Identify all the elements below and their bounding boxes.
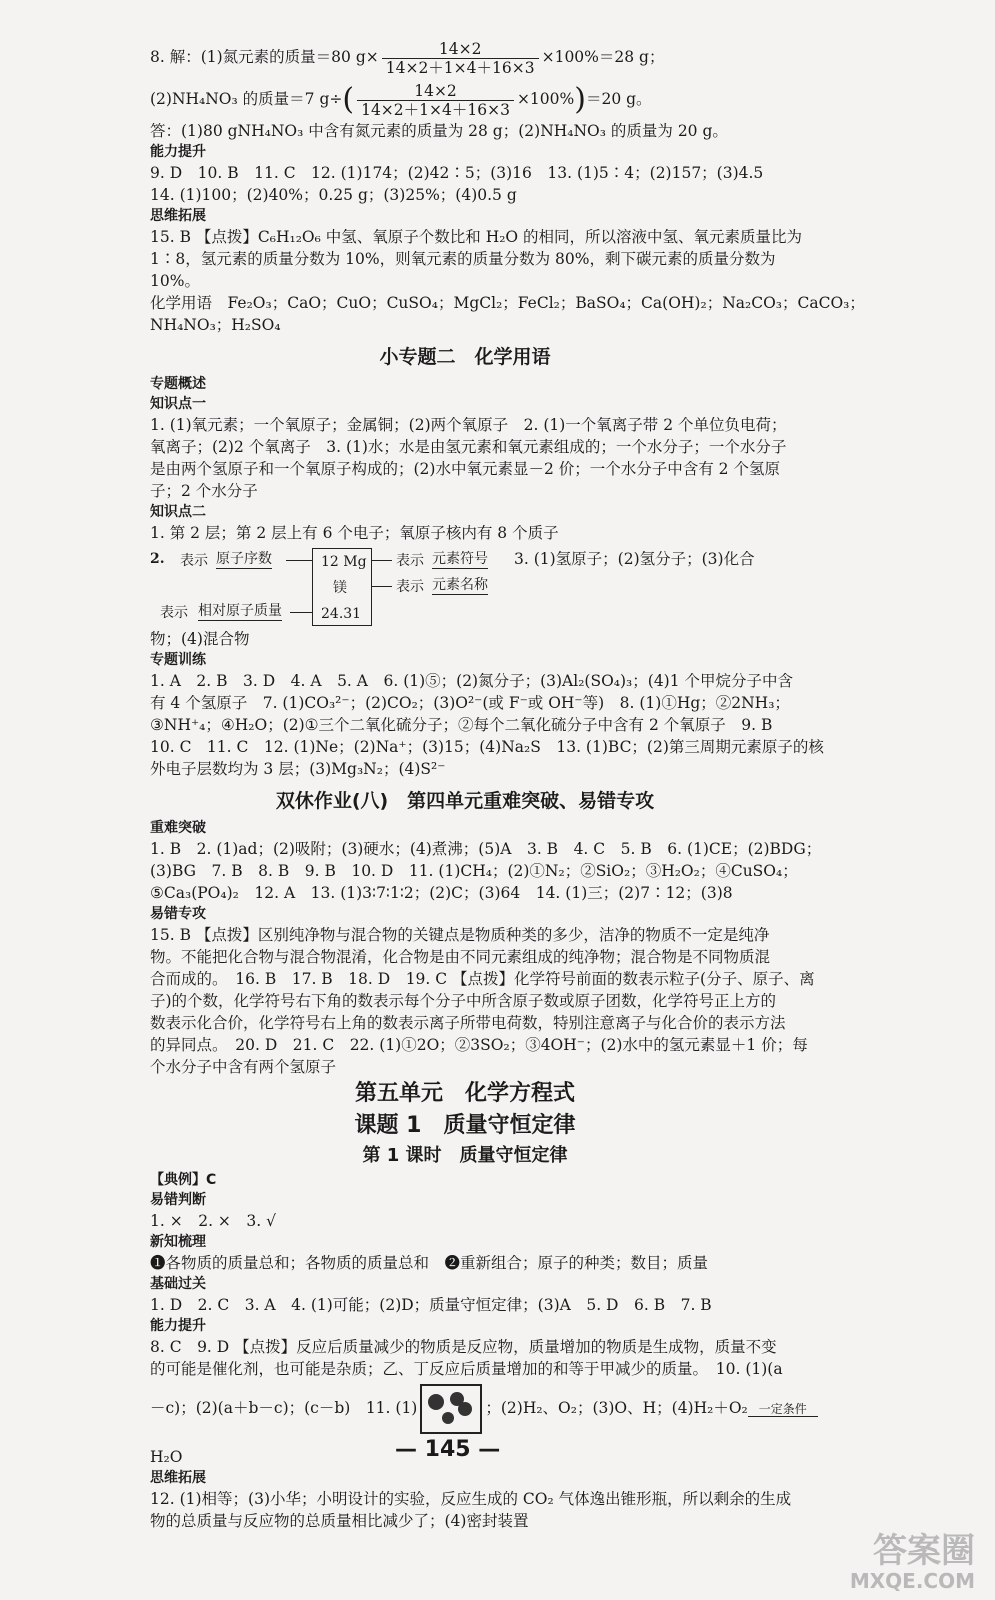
text-line: 的可能是催化剂，也可能是杂质；乙、丁反应后质量增加的和等于甲减少的质量。 10. (1)(a [150,1360,783,1378]
text-line: 化学用语 Fe₂O₃；CaO；CuO；CuSO₄；MgCl₂；FeCl₂；BaSO₄；Ca(OH)₂；Na₂CO₃；CaCO₃； [150,294,865,312]
diagram-number: 2. [150,551,165,567]
q8-tail: ×100%＝28 g； [541,48,665,66]
q8-b-text: (2)NH₄NO₃ 的质量＝7 g÷ [150,90,343,108]
text-line: 有 4 个氢原子 7. (1)CO₃²⁻；(2)CO₂；(3)O²⁻(或 F⁻或 OH⁻等) 8. (1)①Hg；②2NH₃； [150,694,790,712]
q8-text: 8. 解：(1)氮元素的质量＝80 g× [150,48,379,66]
text-line: 15. B 【点拨】C₆H₁₂O₆ 中氢、氧原子个数比和 H₂O 的相同，所以溶液中氢、氧元素质量比为 [150,228,803,246]
reaction-condition-arrow [748,1402,818,1417]
text-line: 是由两个氢原子和一个氧原子构成的；(2)水中氧元素显－2 价；一个水分子中含有 2 个氢原 [150,460,780,478]
arrow-line [290,612,312,613]
text-segment: ；(2)H₂、O₂；(3)O、H；(4)H₂＋O₂ [485,1399,748,1417]
molecule-image [420,1384,482,1434]
diagram-label-atomic-number: 原子序数 [216,551,272,567]
heading: 新知梳理 [150,1234,206,1250]
watermark-url: MXQE.COM [849,1569,975,1593]
arrow-line [372,560,392,561]
element-box-mass: 24.31 [321,606,362,622]
heading: 知识点一 [150,396,206,412]
text-line: 子；2 个水分子 [150,482,258,500]
text-line: NH₄NO₃；H₂SO₄ [150,316,281,334]
q8-b-end: ＝20 g。 [585,90,652,108]
heading: 基础过关 [150,1276,206,1292]
fraction-numerator: 14×2 [357,82,514,101]
text-line: 物；(4)混合物 [150,630,250,648]
diagram-label-biaoshi: 表示 [396,553,424,569]
text-line: 外电子层数均为 3 层；(3)Mg₃N₂；(4)S²⁻ [150,760,446,778]
period-title: 第 1 课时 质量守恒定律 [362,1145,568,1166]
reaction-condition: 一定条件 [758,1402,807,1416]
element-diagram [150,546,780,626]
watermark-logo [850,1532,975,1592]
diagram-label-symbol: 元素符号 [432,551,488,567]
text-line: 1. 第 2 层；第 2 层上有 6 个电子；氧原子核内有 8 个质子 [150,524,559,542]
page-number: — 145 — [395,1437,501,1462]
text-line: 10. C 11. C 12. (1)Ne；(2)Na⁺；(3)15；(4)Na₂S 13. (1)BC；(2)第三周期元素原子的核 [150,738,824,756]
text-line: 12. (1)相等；(3)小华；小明设计的实验，反应生成的 CO₂ 气体逸出锥形瓶，所以剩余的生成 [150,1490,792,1508]
fraction-denominator: 14×2＋1×4＋16×3 [385,58,535,77]
fraction [382,40,539,77]
q8-line-2: (2)NH₄NO₃ 的质量＝7 g÷( $\frac{14\times 2}{14\times 2+1\times 4+16\times 3}$ ×100%)＝20 g。 [150,81,652,119]
heading: 重难突破 [150,820,206,836]
text-line: 1. B 2. (1)ad；(2)吸附；(3)硬水；(4)煮沸；(5)A 3. B 4. C 5. B 6. (1)CE；(2)BDG； [150,840,822,858]
watermark-text: 答案圈 [873,1531,975,1571]
text-line: 物的总质量与反应物的总质量相比减少了；(4)密封装置 [150,1512,529,1530]
diagram-label-name: 元素名称 [432,577,488,593]
heading: 思维拓展 [150,1470,206,1486]
text-line: 子)的个数，化学符号右下角的数表示每个分子中所含原子数或原子团数，化学符号正上方的 [150,992,777,1010]
text-line: 14. (1)100；(2)40%；0.25 g；(3)25%；(4)0.5 g [150,186,517,204]
diagram-label-biaoshi: 表示 [180,553,208,569]
text-line: ❶各物质的质量总和；各物质的质量总和 ❷重新组合；原子的种类；数目；质量 [150,1254,709,1272]
heading: 易错专攻 [150,906,206,922]
fraction-2 [357,82,514,119]
lesson-title: 课题 1 质量守恒定律 [354,1113,576,1138]
text-line: 1. A 2. B 3. D 4. A 5. A 6. (1)⑤；(2)氮分子；(3)Al₂(SO₄)₃；(4)1 个甲烷分子中含 [150,672,794,690]
q8-line-1 [150,36,780,78]
text-line-molecule [150,1380,807,1436]
heading-siwei: 思维拓展 [150,208,206,224]
text-line: ⑤Ca₃(PO₄)₂ 12. A 13. (1)3∶7∶1∶2；(2)C；(3)64 14. (1)三；(2)7∶12；(3)8 [150,884,733,902]
element-box-symbol: 12 Mg [321,554,367,570]
q8-b-tail: ×100% [516,90,575,108]
section-title: 双休作业(八) 第四单元重难突破、易错专攻 [275,790,655,812]
heading: 专题训练 [150,652,206,668]
text-line: 15. B 【点拨】区别纯净物与混合物的关键点是物质种类的多少，洁净的物质不一定是纯净 [150,926,770,944]
text-line: 1. D 2. C 3. A 4. (1)可能；(2)D；质量守恒定律；(3)A 5. D 6. B 7. B [150,1296,712,1314]
page-content [150,36,865,1532]
text-line: 氧离子；(2)2 个氧离子 3. (1)水；水是由氢元素和氧元素组成的；一个水分子；一个水分子 [150,438,787,456]
heading: 知识点二 [150,504,206,520]
text-line: 8. C 9. D 【点拨】反应后质量减少的物质是反应物，质量增加的物质是生成物，质量不变 [150,1338,777,1356]
text-line: (3)BG 7. B 8. B 9. B 10. D 11. (1)CH₄；(2)①N₂；②SiO₂；③H₂O₂；④CuSO₄； [150,862,798,880]
text-line: 1∶8，氢元素的质量分数为 10%，则氧元素的质量分数为 80%，剩下碳元素的质量分数为 [150,250,776,268]
section-title: 小专题二 化学用语 [379,346,551,368]
text-line: 物。不能把化合物与混合物混淆，化合物是由不同元素组成的纯净物；混合物是不同物质混 [150,948,771,966]
diagram-label-atomic-mass: 相对原子质量 [198,603,282,619]
heading-nengli: 能力提升 [150,144,206,160]
text-line: 9. D 10. B 11. C 12. (1)174；(2)42∶5；(3)16 13. (1)5∶4；(2)157；(3)4.5 [150,164,764,182]
text-line: 数表示化合价，化学符号右上角的数表示离子所带电荷数，特别注意离子与化合价的表示方法 [150,1014,786,1032]
text-segment: －c)；(2)(a＋b－c)；(c－b) 11. (1) [150,1399,418,1417]
arrow-line [286,560,312,561]
text-line: 个水分子中含有两个氢原子 [150,1058,337,1076]
diagram-label-biaoshi: 表示 [160,605,188,621]
arrow-line [372,586,392,587]
text-line: 10%。 [150,272,200,290]
diagram-label-biaoshi: 表示 [396,579,424,595]
unit-title: 第五单元 化学方程式 [354,1081,575,1106]
diagram-side-text: 3. (1)氢原子；(2)氢分子；(3)化合 [514,550,755,568]
text-line: 1. (1)氧元素；一个氧原子；金属铜；(2)两个氧原子 2. (1)一个氧离子带 2 个单位负电荷； [150,416,787,434]
heading: 专题概述 [150,376,206,392]
answer-line: 答：(1)80 gNH₄NO₃ 中含有氮元素的质量为 28 g；(2)NH₄NO₃ 的质量为 20 g。 [150,122,728,140]
heading: 能力提升 [150,1318,206,1334]
text-line: 的异同点。 20. D 21. C 22. (1)①2O；②3SO₂；③4OH⁻；(2)水中的氢元素显＋1 价；每 [150,1036,808,1054]
element-box [312,548,372,626]
text-line: 1. × 2. × 3. √ [150,1212,276,1230]
text-line: H₂O [150,1448,183,1466]
fraction-denominator: 14×2＋1×4＋16×3 [361,100,510,119]
heading: 【典例】C [150,1172,217,1188]
fraction-numerator: 14×2 [382,40,539,59]
element-box-name: 镁 [333,580,347,596]
text-line: ③NH⁺₄；④H₂O；(2)①三个二氧化硫分子；②每个二氧化硫分子中含有 2 个氧原子 9. B [150,716,773,734]
heading: 易错判断 [150,1192,206,1208]
text-line: 合而成的。 16. B 17. B 18. D 19. C 【点拨】化学符号前面的数表示粒子(分子、原子、离 [150,970,815,988]
